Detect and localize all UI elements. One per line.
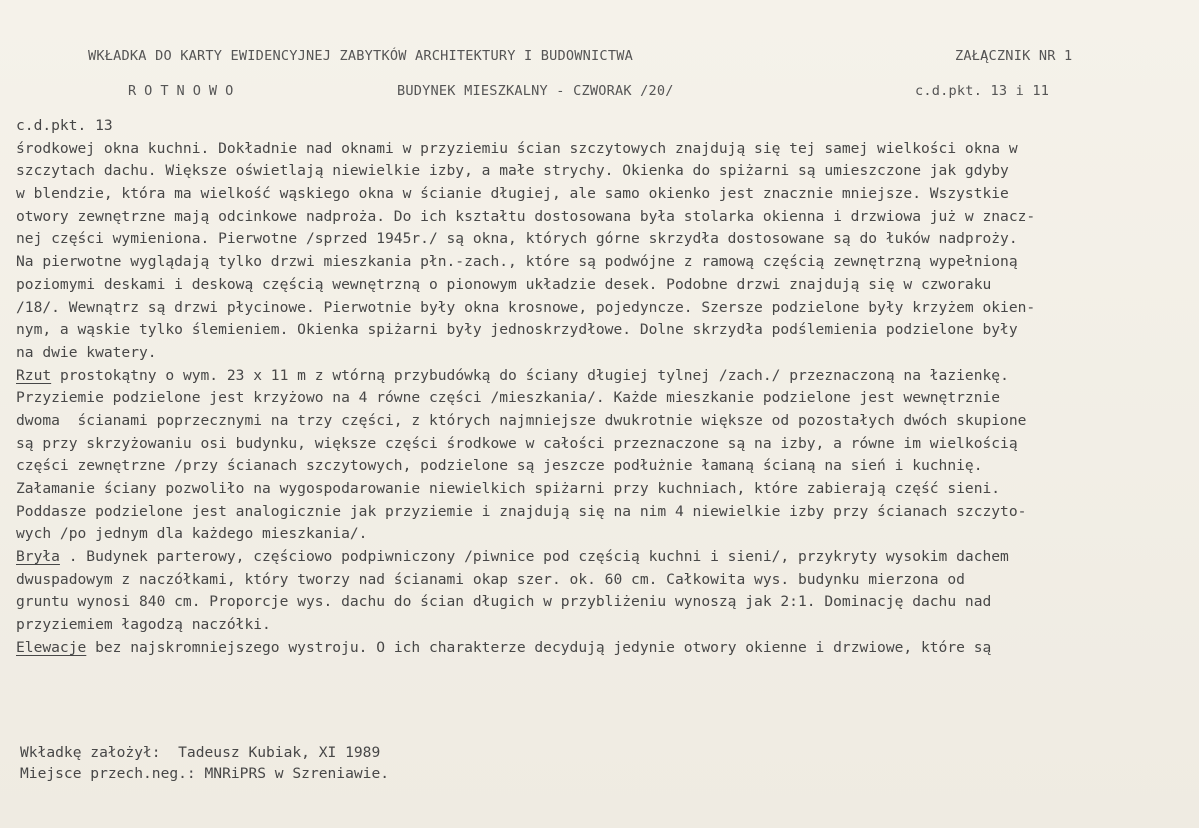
negatives-location-line: Miejsce przech.neg.: MNRiPRS w Szreniawie.: [20, 765, 390, 782]
author-line: Wkładkę założył: Tadeusz Kubiak, XI 1989: [20, 744, 381, 761]
bryla-paragraph-start: [16, 546, 1186, 569]
body-line: gruntu wynosi 840 cm. Proporcje wys. dachu do ścian długich w przybliżeniu wynoszą jak 2:1. Dominację dachu nad: [16, 593, 992, 611]
body-line: przyziemiem łagodzą naczółki.: [16, 616, 271, 634]
body-line: Na pierwotne wyglądają tylko drzwi mieszkania płn.-zach., które są podwójne z ramową częścią zewnętrzną wypełnioną: [16, 253, 1018, 271]
elewacje-paragraph-start: [16, 637, 1186, 660]
body-line: Przyziemie podzielone jest krzyżowo na 4 równe części /mieszkania/. Każde mieszkanie podzielone jest wewnętrznie: [16, 389, 1001, 407]
body-line: dwuspadowym z naczółkami, który tworzy nad ścianami okap szer. ok. 60 cm. Całkowita wys. budynku mierzona od: [16, 570, 965, 588]
body-line: nej części wymieniona. Pierwotne /sprzed 1945r./ są okna, których górne skrzydła dostosowane są do łuków nadproży.: [16, 230, 1018, 248]
body-line: Załamanie ściany pozwoliło na wygospodarowanie niewielkich spiżarni przy kuchniach, które zabierają część sieni.: [16, 480, 1001, 497]
body-line: /18/. Wewnątrz są drzwi płycinowe. Pierwotnie były okna krosnowe, pojedyncze. Szersze podzielone były krzyżem okien-: [16, 298, 1036, 316]
body-line: Poddasze podzielone jest analogicznie jak przyziemie i znajdują się na nim 4 niewielkie izby przy ścianach szczyto-: [16, 502, 1027, 520]
body-line: otwory zewnętrzne mają odcinkowe nadproża. Do ich kształtu dostosowana była stolarka okienna i drzwiowa już w znacz-: [16, 207, 1036, 225]
building-name: BUDYNEK MIESZKALNY - CZWORAK /20/: [397, 83, 674, 99]
section-reference: c.d.pkt. 13: [16, 117, 113, 134]
form-title: WKŁADKA DO KARTY EWIDENCYJNEJ ZABYTKÓW ARCHITEKTURY I BUDOWNICTWA: [88, 48, 633, 64]
body-line: dwoma ścianami poprzecznymi na trzy części, z których najmniejsze dwukrotnie większe od pozostałych dwóch skupione: [16, 411, 1027, 429]
body-line: poziomymi deskami i deskową częścią wewnętrzną o pionowym układzie desek. Podobne drzwi znajdują się w czworaku: [16, 275, 992, 293]
rzut-first-line: prostokątny o wym. 23 x 11 m z wtórną przybudówką do ściany długiej tylnej /zach./ przeznaczoną na łazienkę.: [51, 366, 1009, 384]
bryla-first-line: . Budynek parterowy, częściowo podpiwniczony /piwnice pod częścią kuchni i sieni/, przykryty wysokim dachem: [59, 548, 1009, 566]
elewacje-heading: Elewacje: [16, 638, 87, 656]
document-footer: [20, 742, 389, 784]
body-line: na dwie kwatery.: [16, 343, 157, 361]
reference-label: c.d.pkt. 13 i 11: [915, 83, 1050, 99]
bryla-heading: Bryła: [16, 548, 60, 566]
attachment-label: ZAŁĄCZNIK NR 1: [955, 48, 1073, 64]
place-name: ROTNOWO: [128, 83, 242, 99]
body-line: części zewnętrzne /przy ścianach szczytowych, podzielone są jeszcze podłużnie łamaną ścianą na sień i kuchnię.: [16, 457, 983, 475]
rzut-paragraph-start: [16, 365, 1186, 388]
body-line: wych /po jednym dla każdego mieszkania/.: [16, 525, 368, 543]
body-line: w blendzie, która ma wielkość wąskiego okna w ścianie długiej, ale samo okienko jest znacznie mniejsze. Wszystkie: [16, 185, 1009, 203]
document-body: [16, 115, 1186, 660]
rzut-heading: Rzut: [16, 366, 52, 384]
body-line: nym, a wąskie tylko ślemieniem. Okienka spiżarni były jednoskrzydłowe. Dolne skrzydła podślemienia podzielone były: [16, 321, 1018, 339]
body-line: szczytach dachu. Większe oświetlają niewielkie izby, a małe strychy. Okienka do spiżarni są umieszczone jak gdyby: [16, 162, 1009, 180]
elewacje-first-line: bez najskromniejszego wystroju. O ich charakterze decydują jedynie otwory okienne i drzwiowe, które są: [86, 638, 992, 656]
body-line: środkowej okna kuchni. Dokładnie nad oknami w przyziemiu ścian szczytowych znajdują się tej samej wielkości okna w: [16, 139, 1018, 157]
body-line: są przy skrzyżowaniu osi budynku, większe części środkowe w całości przeznaczone są na izby, a równe im wielkością: [16, 434, 1018, 452]
